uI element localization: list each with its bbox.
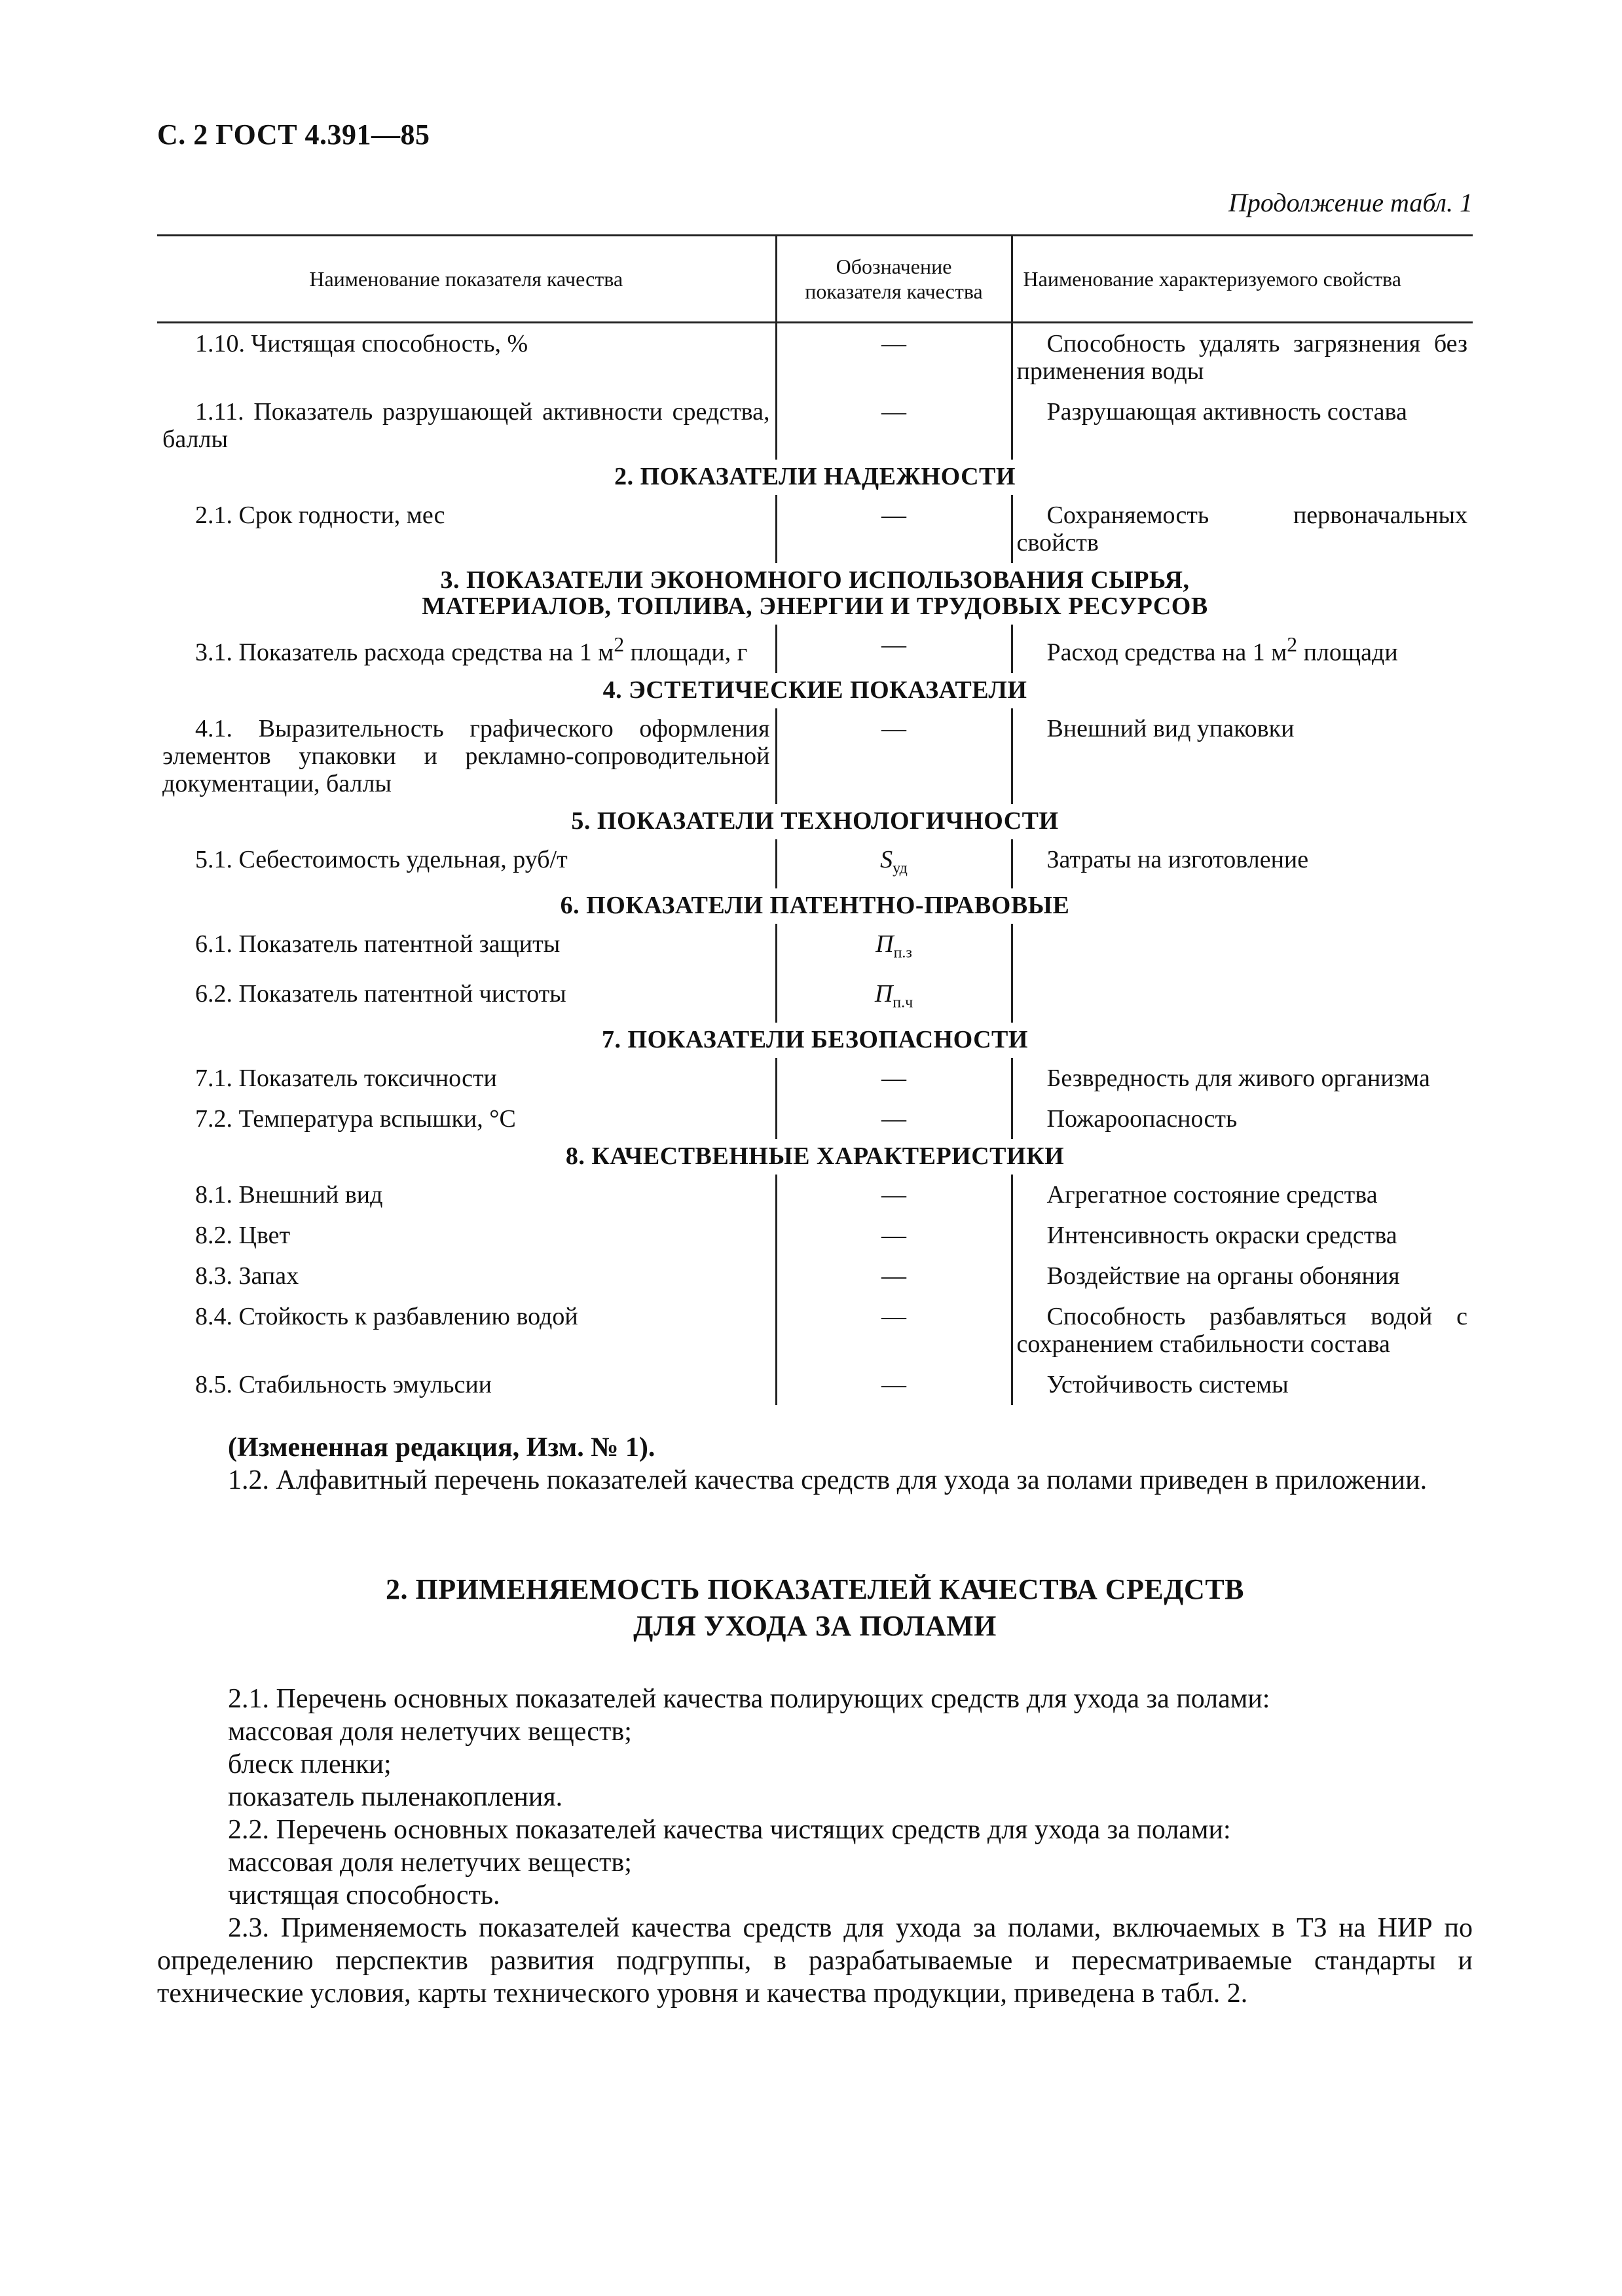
section-heading-line1: 3. ПОКАЗАТЕЛИ ЭКОНОМНОГО ИСПОЛЬЗОВАНИЯ СЫРЬЯ, bbox=[440, 566, 1190, 594]
table-row bbox=[157, 839, 1473, 889]
table-row bbox=[157, 495, 1473, 563]
indicator-symbol: $П_{п.ч}$ bbox=[776, 974, 1012, 1023]
indicator-symbol: — bbox=[776, 1058, 1012, 1099]
section-2-title bbox=[157, 1571, 1473, 1645]
indicator-property: Безвредность для живого организма bbox=[1046, 1065, 1430, 1093]
indicator-name: 1.11. Показатель разрушающей активности средства, баллы bbox=[157, 392, 776, 460]
indicator-name: 6.2. Показатель патентной чистоты bbox=[157, 974, 776, 1023]
table-row bbox=[157, 392, 1473, 460]
table-row bbox=[157, 1175, 1473, 1215]
column-header-symbol bbox=[776, 236, 1012, 323]
after-table-text bbox=[157, 1431, 1473, 1497]
indicator-symbol: — bbox=[776, 495, 1012, 563]
indicator-name: 8.2. Цвет bbox=[157, 1215, 776, 1256]
section-heading-row bbox=[157, 460, 1473, 495]
list-item: массовая доля нелетучих веществ; bbox=[228, 1717, 632, 1747]
indicator-symbol: — bbox=[776, 1175, 1012, 1215]
indicator-name: 8.5. Стабильность эмульсии bbox=[157, 1364, 776, 1405]
quality-indicators-table bbox=[157, 234, 1473, 1405]
paragraph-2-2: 2.2. Перечень основных показателей качества чистящих средств для ухода за полами: bbox=[228, 1815, 1231, 1845]
amendment-note: (Измененная редакция, Изм. № 1). bbox=[228, 1432, 655, 1463]
column-header-symbol-line1: Обозначение bbox=[836, 255, 952, 278]
list-item: чистящая способность. bbox=[228, 1880, 500, 1910]
indicator-property bbox=[1012, 924, 1473, 974]
section-heading: 8. КАЧЕСТВЕННЫЕ ХАРАКТЕРИСТИКИ bbox=[565, 1142, 1065, 1171]
section-heading-line2: МАТЕРИАЛОВ, ТОПЛИВА, ЭНЕРГИИ И ТРУДОВЫХ РЕСУРСОВ bbox=[422, 592, 1208, 620]
indicator-name: 4.1. Выразительность графического оформления элементов упаковки и рекламно-сопроводительной документации, баллы bbox=[157, 708, 776, 804]
paragraph-1-2: 1.2. Алфавитный перечень показателей качества средств для ухода за полами приведен в приложении. bbox=[228, 1465, 1428, 1495]
indicator-property: Способность удалять загрязнения без применения воды bbox=[1016, 330, 1467, 385]
indicator-symbol: — bbox=[776, 1099, 1012, 1139]
indicator-property: Агрегатное состояние средства bbox=[1046, 1181, 1378, 1209]
indicator-property: Пожароопасность bbox=[1046, 1105, 1238, 1133]
indicator-name: 3.1. Показатель расхода средства на 1 $м^2$ площади, г bbox=[157, 625, 776, 673]
indicator-name: 8.3. Запах bbox=[157, 1256, 776, 1296]
indicator-property: Разрушающая активность состава bbox=[1046, 398, 1407, 426]
indicator-symbol: — bbox=[776, 1215, 1012, 1256]
section-2-title-line2: ДЛЯ УХОДА ЗА ПОЛАМИ bbox=[633, 1610, 997, 1642]
table-row bbox=[157, 1296, 1473, 1364]
table-row bbox=[157, 708, 1473, 804]
table-row bbox=[157, 974, 1473, 1023]
indicator-name: 5.1. Себестоимость удельная, руб/т bbox=[157, 839, 776, 889]
section-heading: 5. ПОКАЗАТЕЛИ ТЕХНОЛОГИЧНОСТИ bbox=[571, 807, 1059, 835]
indicator-name: 8.4. Стойкость к разбавлению водой bbox=[157, 1296, 776, 1364]
indicator-property: Сохраняемость первоначальных свойств bbox=[1016, 501, 1467, 556]
list-item: показатель пыленакопления. bbox=[228, 1782, 563, 1812]
indicator-symbol: — bbox=[776, 708, 1012, 804]
indicator-symbol: $S_{уд}$ bbox=[776, 839, 1012, 889]
section-2-body bbox=[157, 1683, 1473, 2010]
table-row bbox=[157, 1215, 1473, 1256]
indicator-name: 6.1. Показатель патентной защиты bbox=[157, 924, 776, 974]
list-item: блеск пленки; bbox=[228, 1749, 392, 1779]
paragraph-2-3: 2.3. Применяемость показателей качества средств для ухода за полами, включаемых в ТЗ на НИР по определению перспектив развития подгруппы, в разрабатываемые и пересматриваемые стандарты и технические условия, карты технического уровня и качества продукции, приведена в табл. 2. bbox=[157, 1913, 1473, 2009]
column-header-symbol-line2: показателя качества bbox=[805, 280, 983, 303]
indicator-name: 7.2. Температура вспышки, °С bbox=[157, 1099, 776, 1139]
list-item: массовая доля нелетучих веществ; bbox=[228, 1848, 632, 1878]
section-heading-row bbox=[157, 563, 1473, 625]
paragraph-2-1: 2.1. Перечень основных показателей качества полирующих средств для ухода за полами: bbox=[228, 1684, 1270, 1714]
table-row bbox=[157, 1058, 1473, 1099]
section-heading-row bbox=[157, 673, 1473, 708]
section-heading-row bbox=[157, 1023, 1473, 1058]
page-header: С. 2 ГОСТ 4.391—85 bbox=[157, 118, 430, 151]
indicator-symbol: — bbox=[776, 323, 1012, 392]
table-continuation-label: Продолжение табл. 1 bbox=[1228, 188, 1473, 217]
table-row bbox=[157, 1256, 1473, 1296]
indicator-name: 7.1. Показатель токсичности bbox=[157, 1058, 776, 1099]
indicator-property: Внешний вид упаковки bbox=[1046, 714, 1295, 742]
section-heading-row bbox=[157, 804, 1473, 839]
column-header-property: Наименование характеризуемого свойства bbox=[1012, 236, 1473, 323]
indicator-symbol: $П_{п.з}$ bbox=[776, 924, 1012, 974]
table-row bbox=[157, 924, 1473, 974]
section-heading: 4. ЭСТЕТИЧЕСКИЕ ПОКАЗАТЕЛИ bbox=[602, 676, 1027, 704]
section-heading-row bbox=[157, 888, 1473, 924]
section-heading bbox=[157, 563, 1473, 625]
indicator-symbol: — bbox=[776, 1296, 1012, 1364]
section-2-title-line1: 2. ПРИМЕНЯЕМОСТЬ ПОКАЗАТЕЛЕЙ КАЧЕСТВА СРЕДСТВ bbox=[385, 1573, 1245, 1605]
table-row bbox=[157, 323, 1473, 392]
indicator-name: 2.1. Срок годности, мес bbox=[157, 495, 776, 563]
column-header-name: Наименование показателя качества bbox=[157, 236, 776, 323]
indicator-property: Затраты на изготовление bbox=[1046, 845, 1309, 873]
indicator-property: Способность разбавляться водой с сохранением стабильности состава bbox=[1016, 1303, 1467, 1358]
section-heading: 6. ПОКАЗАТЕЛИ ПАТЕНТНО-ПРАВОВЫЕ bbox=[560, 892, 1070, 920]
table-row bbox=[157, 1099, 1473, 1139]
table-row bbox=[157, 625, 1473, 673]
section-heading: 7. ПОКАЗАТЕЛИ БЕЗОПАСНОСТИ bbox=[602, 1026, 1028, 1054]
indicator-symbol: — bbox=[776, 392, 1012, 460]
indicator-property bbox=[1012, 974, 1473, 1023]
indicator-property: Устойчивость системы bbox=[1046, 1371, 1289, 1399]
indicator-property: Расход средства на 1 $м^2$ площади bbox=[1046, 633, 1398, 666]
table-header-row bbox=[157, 236, 1473, 323]
indicator-symbol: — bbox=[776, 1364, 1012, 1405]
indicator-name: 1.10. Чистящая способность, % bbox=[157, 323, 776, 392]
indicator-symbol: — bbox=[776, 1256, 1012, 1296]
table-row bbox=[157, 1364, 1473, 1405]
indicator-property: Интенсивность окраски средства bbox=[1046, 1222, 1397, 1250]
section-heading-row bbox=[157, 1139, 1473, 1175]
indicator-property: Воздействие на органы обоняния bbox=[1046, 1262, 1400, 1290]
indicator-symbol: — bbox=[776, 625, 1012, 673]
section-heading: 2. ПОКАЗАТЕЛИ НАДЕЖНОСТИ bbox=[614, 463, 1016, 490]
indicator-name: 8.1. Внешний вид bbox=[157, 1175, 776, 1215]
